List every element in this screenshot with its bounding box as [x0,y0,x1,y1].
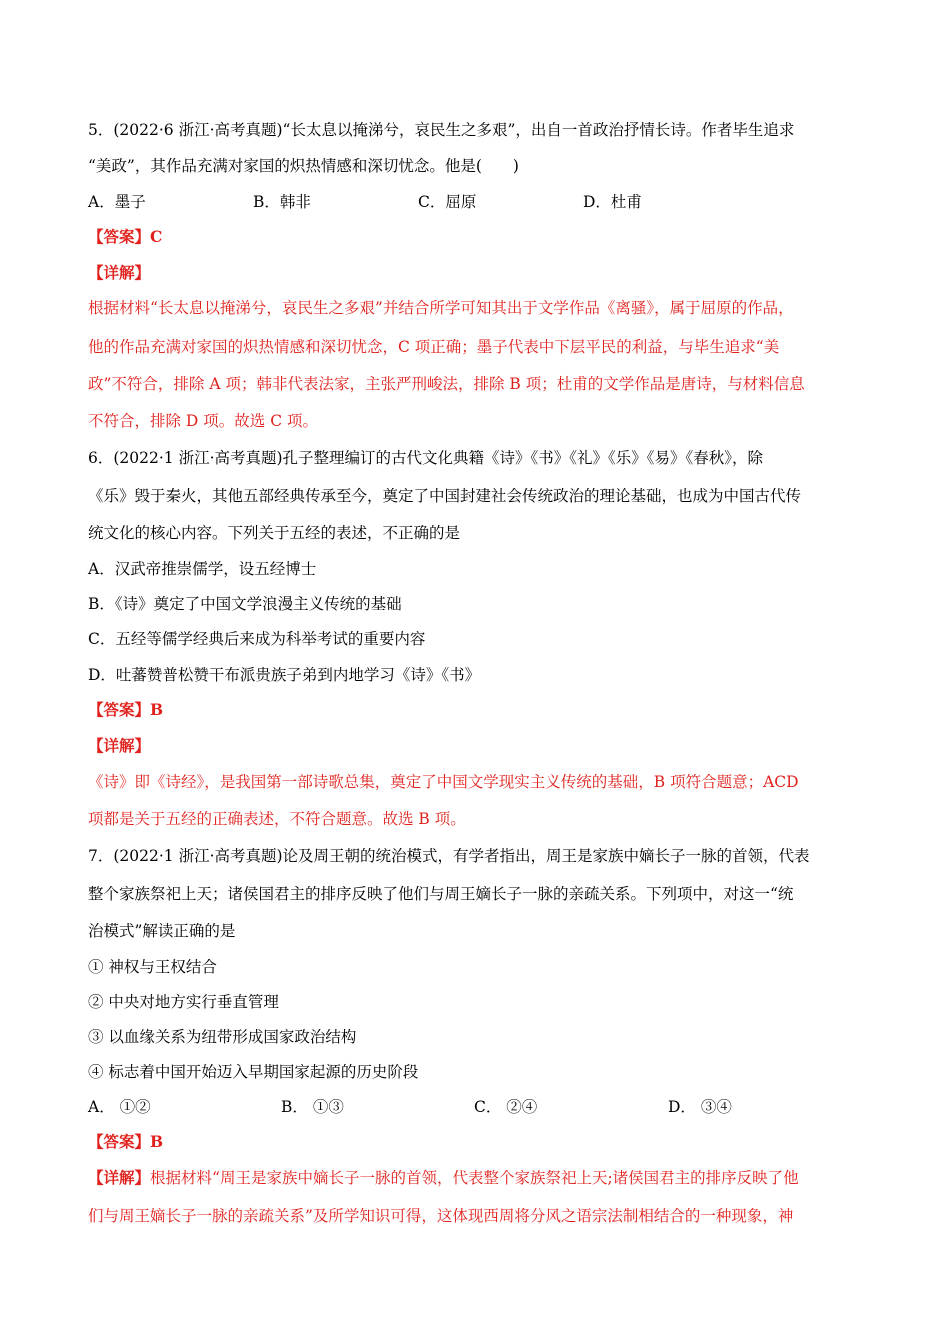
q5-detail-line-3: 政”不符合，排除 A 项；韩非代表法家，主张严刑峻法，排除 B 项；杜甫的文学作品是唐诗，与材料信息 [88,375,805,393]
q5-detail-label: 【详解】 [88,263,151,282]
q7-item-4: ④ 标志着中国开始迈入早期国家起源的历史阶段 [88,1063,419,1081]
q7-detail-text-1: 根据材料“周王是家族中嫡长子一脉的首领，代表整个家族祭祀上天;诸侯国君主的排序反映了他 [150,1169,799,1187]
q7-option-d: D． ③④ [668,1098,732,1116]
q5-detail-line-1: 根据材料“长太息以掩涕兮，哀民生之多艰”并结合所学可知其出于文学作品《离骚》，属于屈原的作品， [88,299,794,317]
q6-answer-label: 【答案】B [88,700,164,719]
q7-option-b: B． ①③ [281,1098,344,1116]
q6-detail-line-2: 项都是关于五经的正确表述，不符合题意。故选 B 项。 [88,810,466,828]
q5-stem-line-1: 5．(2022·6 浙江·高考真题)“长太息以掩涕兮，哀民生之多艰”，出自一首政治抒情长诗。作者毕生追求 [88,121,795,139]
q5-option-b: B．韩非 [253,193,311,211]
q6-option-d: D．吐蕃赞普松赞干布派贵族子弟到内地学习《诗》《书》 [88,666,481,684]
q7-detail-line-2: 们与周王嫡长子一脉的亲疏关系”及所学知识可得，这体现西周将分风之语宗法制相结合的一种现象，神 [88,1207,794,1225]
q7-item-2: ② 中央对地方实行垂直管理 [88,993,279,1011]
q6-stem-line-3: 统文化的核心内容。下列关于五经的表述，不正确的是 [88,524,461,542]
q5-detail-line-2: 他的作品充满对家国的炽热情感和深切忧念，C 项正确；墨子代表中下层平民的利益，与毕生追求“美 [88,338,780,356]
q6-stem-line-1: 6．(2022·1 浙江·高考真题)孔子整理编订的古代文化典籍《诗》《书》《礼》《乐》《易》《春秋》，除 [88,449,764,467]
q7-option-c: C． ②④ [474,1098,538,1116]
q7-detail-label: 【详解】 [88,1168,151,1187]
q7-detail-line-1 [88,1168,799,1188]
q5-option-c: C．屈原 [418,193,477,211]
q6-detail-label: 【详解】 [88,736,151,755]
q7-stem-line-2: 整个家族祭祀上天；诸侯国君主的排序反映了他们与周王嫡长子一脉的亲疏关系。下列项中，对这一“统 [88,885,794,903]
q6-option-a: A．汉武帝推崇儒学，设五经博士 [88,560,317,578]
q7-item-1: ① 神权与王权结合 [88,958,217,976]
q7-item-3: ③ 以血缘关系为纽带形成国家政治结构 [88,1028,357,1046]
q6-option-c: C．五经等儒学经典后来成为科举考试的重要内容 [88,630,426,648]
q6-option-b: B．《诗》奠定了中国文学浪漫主义传统的基础 [88,595,402,613]
q5-detail-line-4: 不符合，排除 D 项。故选 C 项。 [88,412,318,430]
q7-stem-line-1: 7．(2022·1 浙江·高考真题)论及周王朝的统治模式，有学者指出，周王是家族中嫡长子一脉的首领，代表 [88,847,810,865]
q5-stem-line-2: “美政”，其作品充满对家国的炽热情感和深切忧念。他是( ) [88,157,519,175]
q5-option-a: A．墨子 [88,193,146,211]
q7-option-a: A． ①② [88,1098,151,1116]
q5-option-d: D．杜甫 [583,193,642,211]
q5-answer-label: 【答案】C [88,227,163,246]
q6-stem-line-2: 《乐》毁于秦火，其他五部经典传承至今，奠定了中国封建社会传统政治的理论基础，也成为中国古代传 [88,487,802,505]
q6-detail-line-1: 《诗》即《诗经》，是我国第一部诗歌总集，奠定了中国文学现实主义传统的基础，B 项符合题意；ACD [88,773,799,791]
q7-stem-line-3: 治模式”解读正确的是 [88,922,236,940]
q7-answer-label: 【答案】B [88,1132,164,1151]
